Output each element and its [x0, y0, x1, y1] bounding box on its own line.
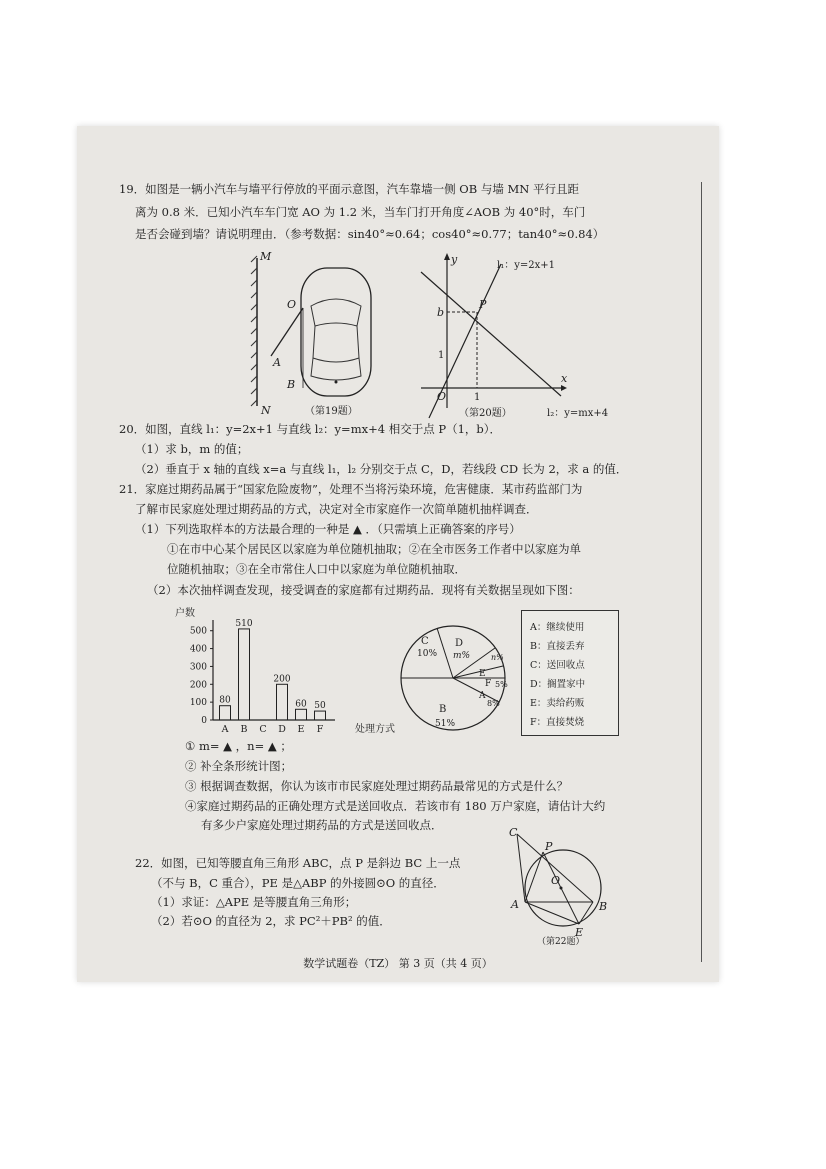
exam-page [77, 126, 719, 982]
q22-label-P: P [545, 840, 553, 853]
q19-caption: （第19题） [305, 406, 358, 417]
pie-chart [395, 620, 515, 740]
pie-D-pct: m% [453, 651, 471, 661]
bar-chart-y-tick-label: 100 [189, 698, 207, 709]
q20-caption: （第20题） [459, 408, 512, 419]
origin-O: O [437, 390, 447, 403]
legend-item-F: F：直接焚烧 [530, 717, 585, 728]
q19-figure [227, 248, 387, 418]
q22-label-A: A [511, 898, 519, 911]
bar-chart-x-tick-label: C [259, 724, 267, 735]
bar-chart-y-tick-label: 300 [189, 662, 207, 673]
q21-sub3: ③ 根据调查数据，你认为该市市民家庭处理过期药品最常见的方式是什么？ [185, 779, 569, 793]
pie-E: E [479, 669, 486, 679]
axis-y: y [451, 253, 458, 266]
q21-line6: （2）本次抽样调查发现，接受调查的家庭都有过期药品．现将有关数据呈现如下图： [147, 583, 580, 597]
tick-1y: 1 [438, 350, 445, 361]
bar-A-value-label: 80 [219, 695, 231, 706]
legend-item-E: E：卖给药贩 [530, 698, 585, 709]
bar-chart-xlabel: 处理方式 [355, 724, 395, 735]
q22-line4: （2）若⊙O 的直径为 2，求 PC²＋PB² 的值． [151, 914, 391, 928]
legend-item-C: C：送回收点 [530, 660, 585, 671]
bar-B-value-label: 510 [235, 618, 253, 629]
bar-B [239, 629, 250, 720]
pie-C: C [421, 636, 429, 647]
legend-item-A: A：继续使用 [530, 622, 585, 633]
q21-sub1: ① m= ▲ ，n= ▲ ； [185, 739, 292, 753]
q21-line3: （1）下列选取样本的方法最合理的一种是 ▲ ．（只需填上正确答案的序号） [135, 522, 521, 536]
q21-sub4a: ④家庭过期药品的正确处理方式是送回收点．若该市有 180 万户家庭，请估计大约 [185, 799, 606, 813]
bar-D-value-label: 200 [273, 674, 291, 685]
bar-chart-x-tick-label: B [240, 724, 248, 735]
pie-D: D [455, 638, 464, 649]
q20-line1: 20．如图，直线 l₁：y=2x+1 与直线 l₂：y=mx+4 相交于点 P（1，b）． [119, 422, 502, 436]
q22-label-O: O [551, 874, 561, 887]
bar-A [220, 706, 231, 720]
pie-F-pct: 5% [495, 680, 508, 689]
pie-B: B [439, 704, 447, 715]
label-B: B [287, 378, 296, 391]
pie-B-pct: 51% [435, 719, 456, 729]
pie-legend [521, 610, 619, 736]
bar-chart-ylabel: 户数 [175, 608, 195, 619]
bar-F [315, 711, 326, 720]
q22-label-E: E [575, 926, 584, 939]
q21-sub4b: 有多少户家庭处理过期药品的方式是送回收点． [201, 818, 443, 832]
legend-item-B: B：直接丢弃 [530, 641, 585, 652]
tick-1x: 1 [474, 392, 481, 403]
q21-line5: 位随机抽取；③在全市常住人口中以家庭为单位随机抽取． [167, 562, 466, 576]
q22-label-C: C [509, 826, 518, 839]
axis-x: x [561, 372, 568, 385]
pie-n-pct: n% [491, 653, 504, 662]
q22-caption: （第22题） [537, 937, 585, 947]
point-P: P [479, 298, 487, 311]
pie-A-pct: 8% [487, 699, 500, 708]
q22-figure [503, 826, 623, 950]
q22-line3: （1）求证：△APE 是等腰直角三角形； [151, 895, 357, 909]
q20-figure [411, 248, 641, 424]
q20-line2: （1）求 b，m 的值； [135, 442, 249, 456]
pie-F: F [485, 679, 492, 689]
q22-line2: （不与 B，C 重合），PE 是△ABP 的外接圆⊙O 的直径． [151, 876, 445, 890]
bar-chart-y-tick-label: 400 [189, 644, 207, 655]
bar-chart [173, 604, 413, 740]
q22-line1: 22．如图，已知等腰直角三角形 ABC，点 P 是斜边 BC 上一点 [135, 856, 461, 870]
label-N: N [261, 404, 271, 417]
l2-label: l₂：y=mx+4 [547, 408, 609, 419]
legend-item-D: D：搁置家中 [530, 679, 586, 690]
bar-chart-x-tick-label: A [221, 724, 229, 735]
pie-C-pct: 10% [417, 649, 438, 659]
margin-rule [701, 182, 702, 962]
q19-line3: 是否会碰到墙？请说明理由．（参考数据：sin40°≈0.64；cos40°≈0.77；tan40°≈0.84） [135, 227, 605, 241]
q22-label-B: B [599, 900, 608, 913]
q20-line3: （2）垂直于 x 轴的直线 x=a 与直线 l₁，l₂ 分别交于点 C，D，若线段 CD 长为 2，求 a 的值． [135, 462, 628, 476]
tick-b: b [437, 306, 445, 319]
page-footer: 数学试题卷（TZ） 第 3 页（共 4 页） [303, 957, 493, 970]
q19-line2: 离为 0.8 米．已知小汽车车门宽 AO 为 1.2 米，当车门打开角度∠AOB 为 40°时，车门 [135, 205, 586, 219]
label-M: M [260, 250, 272, 263]
pie-A: A [479, 691, 486, 701]
q21-line2: 了解市民家庭处理过期药品的方式，决定对全市家庭作一次简单随机抽样调查． [135, 502, 538, 516]
bar-chart-y-tick-label: 200 [189, 680, 207, 691]
label-A: A [273, 356, 281, 369]
q21-sub2: ② 补全条形统计图； [185, 759, 293, 773]
bar-chart-x-tick-label: F [316, 724, 324, 735]
q21-line4: ①在市中心某个居民区以家庭为单位随机抽取；②在全市医务工作者中以家庭为单 [167, 542, 581, 556]
bar-chart-y-tick-label: 0 [201, 716, 207, 726]
bar-E-value-label: 60 [295, 699, 307, 710]
bar-chart-x-tick-label: D [278, 724, 286, 735]
bar-D [277, 684, 288, 720]
bar-chart-y-tick-label: 500 [189, 626, 207, 637]
label-O: O [287, 298, 297, 311]
bar-E [296, 709, 307, 720]
bar-F-value-label: 50 [314, 701, 326, 712]
bar-chart-x-tick-label: E [297, 724, 305, 735]
q19-line1: 19．如图是一辆小汽车与墙平行停放的平面示意图，汽车靠墙一侧 OB 与墙 MN 平行且距 [119, 182, 579, 196]
q21-line1: 21．家庭过期药品属于“国家危险废物”，处理不当将污染环境，危害健康．某市药监部门为 [119, 482, 583, 496]
l1-label: l₁：y=2x+1 [497, 260, 555, 271]
